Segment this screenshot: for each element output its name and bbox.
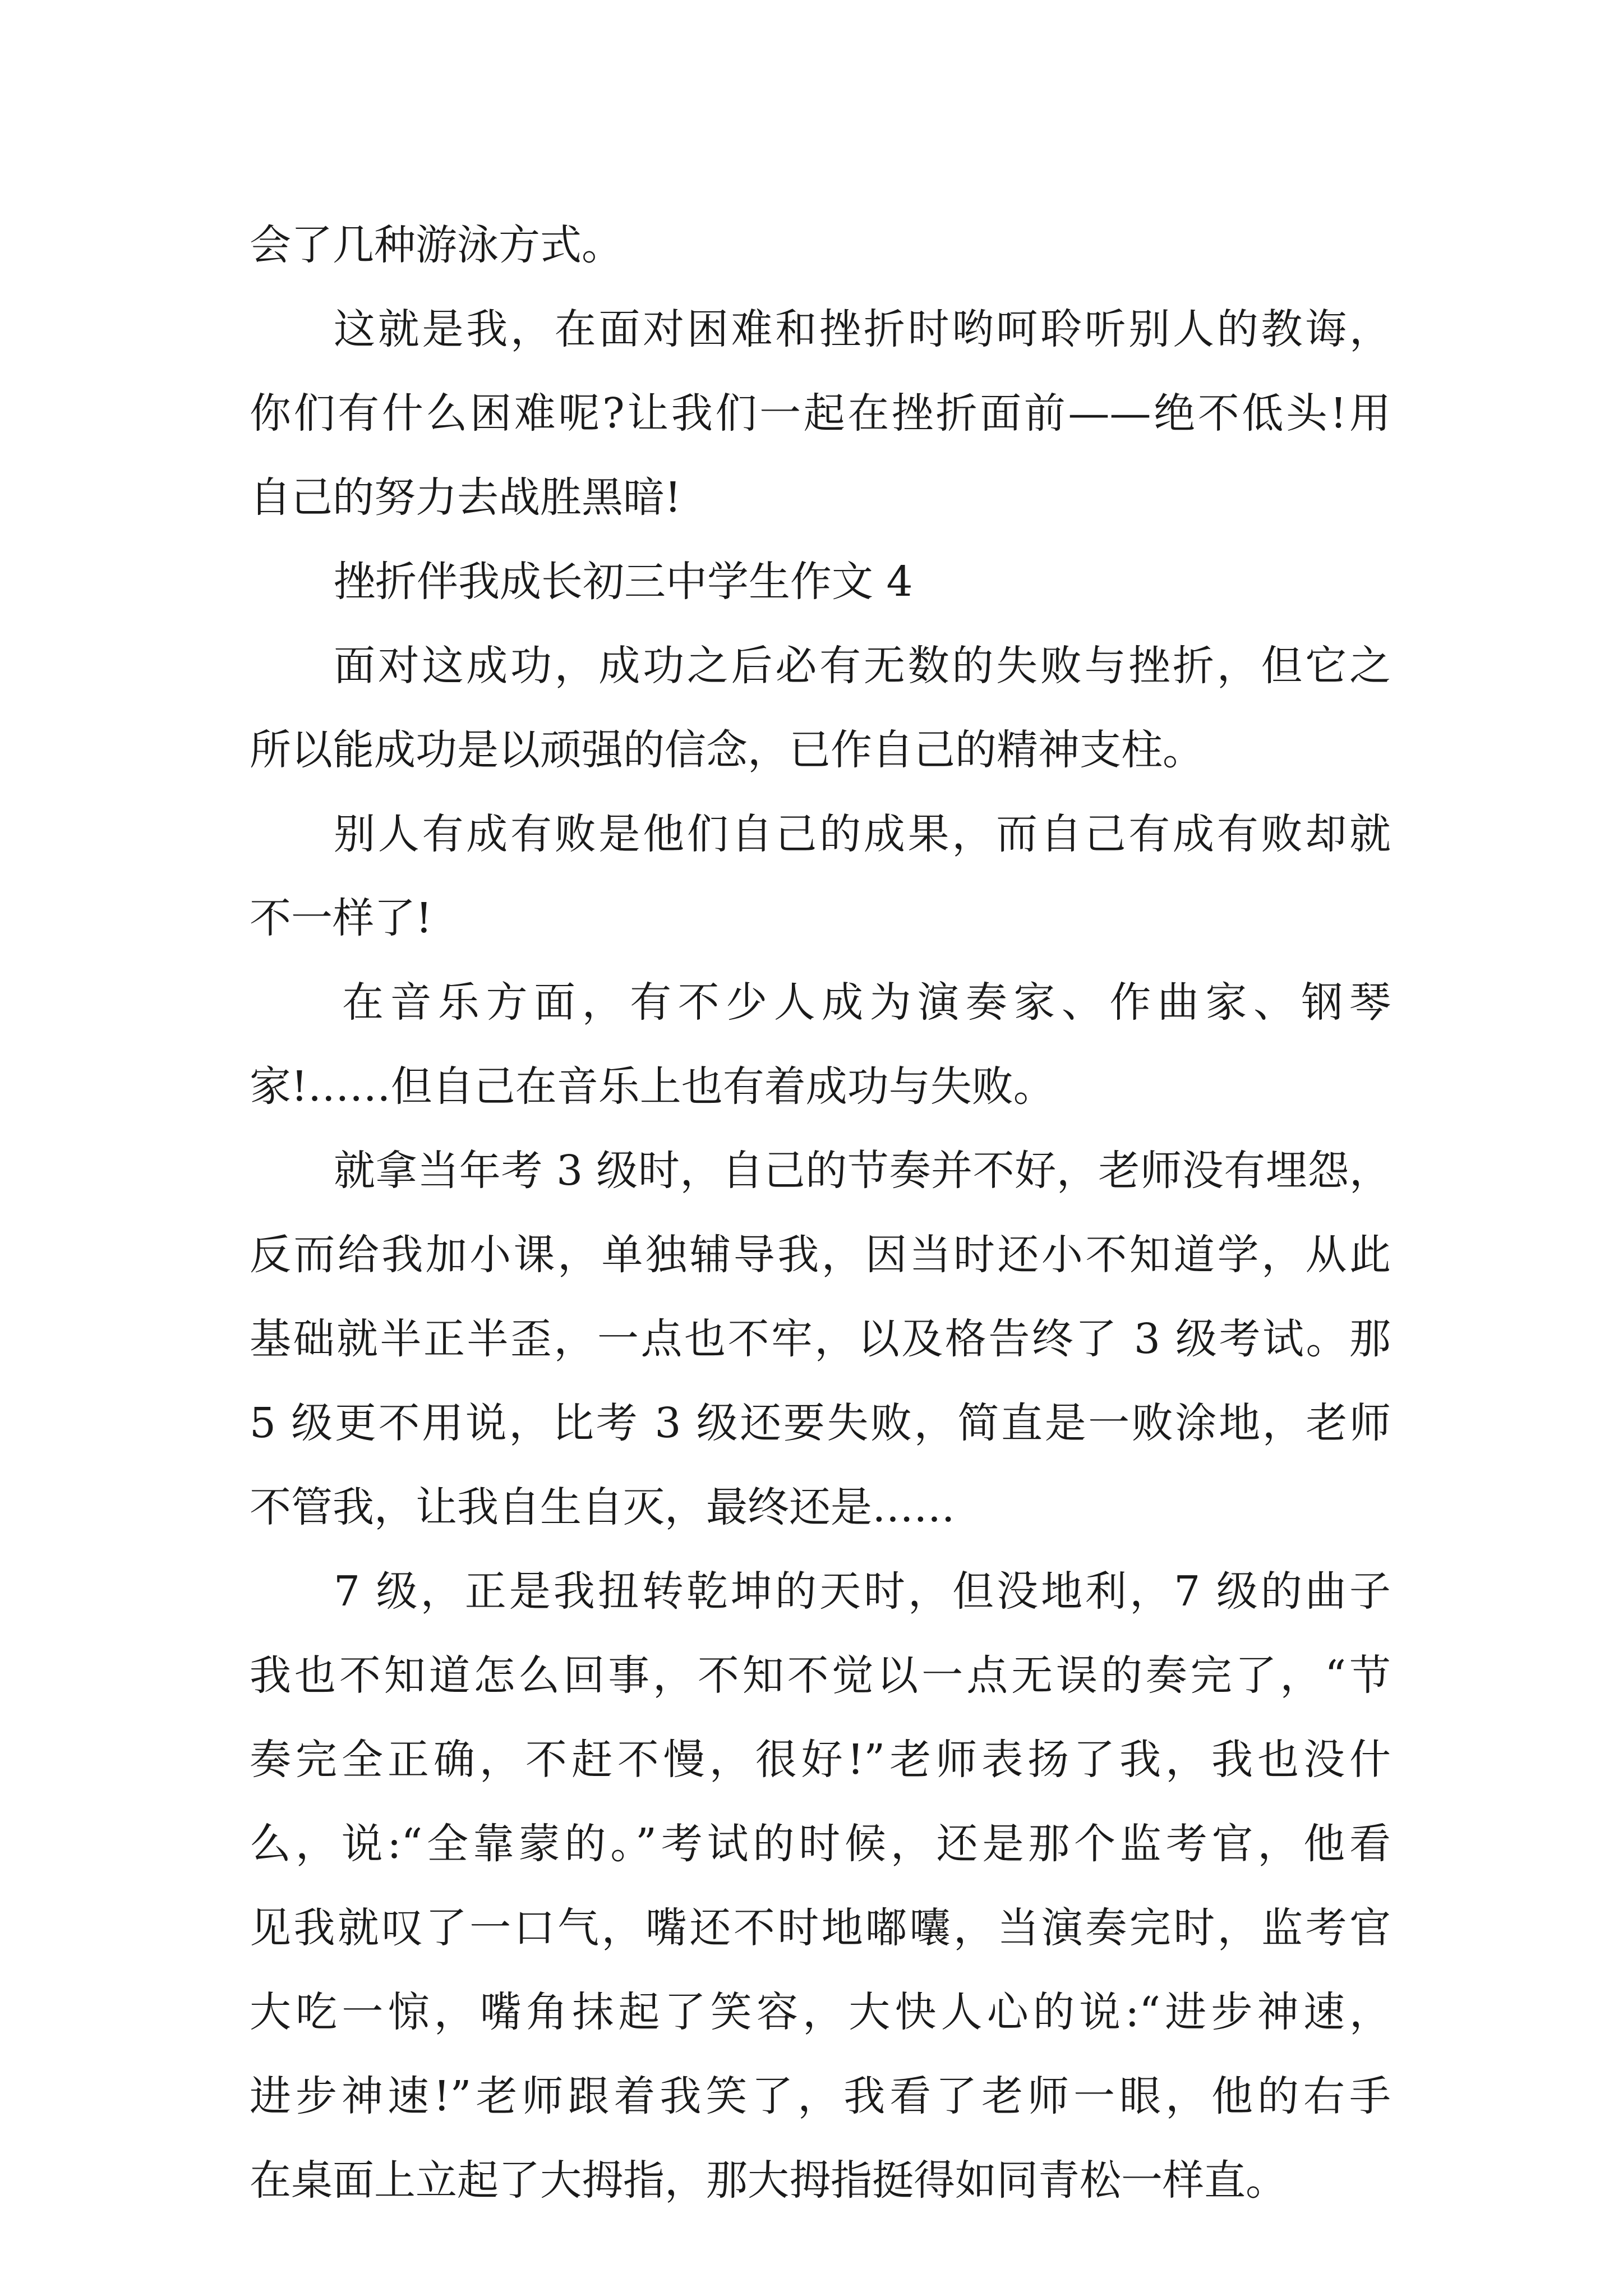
paragraph-line: 自己的努力去战胜黑暗!: [250, 473, 681, 522]
paragraph-line: 反而给我加小课，单独辅导我，因当时还小不知道学，从此: [250, 1231, 1391, 1279]
paragraph-line: 面对这成功，成功之后必有无数的失败与挫折，但它之: [334, 642, 1391, 690]
paragraph-line: 我也不知道怎么回事，不知不觉以一点无误的奏完了，“节: [250, 1651, 1391, 1700]
paragraph-line: 不一样了!: [250, 894, 432, 942]
paragraph-line: 在音乐方面，有不少人成为演奏家、作曲家、钢琴: [342, 978, 1391, 1027]
paragraph-line: 7 级，正是我扭转乾坤的天时，但没地利，7 级的曲子: [334, 1567, 1391, 1616]
paragraph-line: 见我就叹了一口气，嘴还不时地嘟囔，当演奏完时，监考官: [250, 1904, 1391, 1952]
paragraph-line: 就拿当年考 3 级时，自己的节奏并不好，老师没有埋怨，: [334, 1147, 1391, 1195]
paragraph-line: 会了几种游泳方式。: [250, 221, 623, 269]
paragraph-line: 别人有成有败是他们自己的成果，而自己有成有败却就: [334, 810, 1391, 858]
paragraph-line: 不管我，让我自生自灭，最终还是……: [250, 1483, 955, 1531]
paragraph-line: 你们有什么困难呢?让我们一起在挫折面前——绝不低头!用: [250, 389, 1391, 438]
paragraph-line: 家!……但自己在音乐上也有着成功与失败。: [250, 1062, 1055, 1111]
paragraph-line: 在桌面上立起了大拇指，那大拇指挺得如同青松一样直。: [250, 2156, 1287, 2205]
paragraph-line: 这就是我，在面对困难和挫折时哟呵聆听别人的教诲，: [334, 305, 1391, 353]
paragraph-line: 基础就半正半歪，一点也不牢，以及格告终了 3 级考试。那: [250, 1315, 1391, 1363]
paragraph-line: 进步神速!”老师跟着我笑了，我看了老师一眼，他的右手: [250, 2072, 1391, 2120]
paragraph-line: 么，说:“全靠蒙的。”考试的时候，还是那个监考官，他看: [250, 1820, 1391, 1868]
paragraph-line: 5 级更不用说，比考 3 级还要失败，简直是一败涂地，老师: [250, 1399, 1391, 1447]
section-heading: 挫折伴我成长初三中学生作文 4: [334, 558, 913, 606]
paragraph-line: 所以能成功是以顽强的信念，已作自己的精神支柱。: [250, 726, 1204, 774]
paragraph-line: 大吃一惊，嘴角抹起了笑容，大快人心的说:“进步神速，: [250, 1988, 1391, 2036]
paragraph-line: 奏完全正确，不赶不慢，很好!”老师表扬了我，我也没什: [250, 1736, 1391, 1784]
